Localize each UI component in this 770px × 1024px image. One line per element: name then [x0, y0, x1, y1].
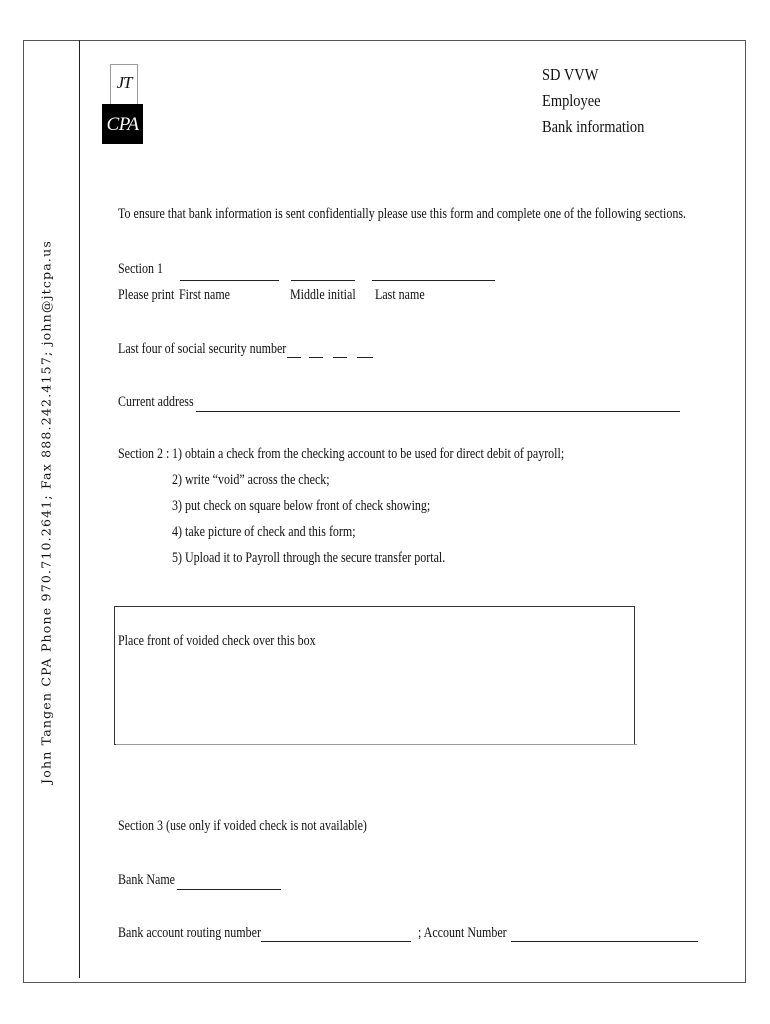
middle-initial-label: Middle initial: [290, 287, 356, 303]
please-print-label: Please print: [118, 287, 175, 303]
jtcpa-logo: [102, 64, 143, 144]
logo-monogram: JT: [110, 64, 138, 104]
ssn-digit-2[interactable]: [309, 357, 323, 358]
check-box-label: Place front of voided check over this box: [118, 633, 316, 649]
bank-name-label: Bank Name: [118, 872, 175, 888]
side-rule: [79, 40, 80, 978]
section1-label: Section 1: [118, 261, 163, 277]
ssn-digit-1[interactable]: [287, 357, 301, 358]
address-field[interactable]: [196, 411, 680, 412]
section3-label: Section 3 (use only if voided check is not available): [118, 818, 367, 834]
ssn-digit-3[interactable]: [333, 357, 347, 358]
middle-initial-field[interactable]: [291, 280, 355, 281]
account-number-label: ; Account Number: [418, 925, 507, 941]
step-5: 5) Upload it to Payroll through the secure transfer portal.: [172, 550, 446, 566]
header-audience: Employee: [542, 91, 601, 110]
step-1: 1) obtain a check from the checking account to be used for direct debit of payroll;: [172, 446, 565, 462]
routing-number-field[interactable]: [261, 941, 411, 942]
last-name-field[interactable]: [372, 280, 495, 281]
header-client: SD VVW: [542, 65, 599, 84]
header-form-title: Bank information: [542, 117, 645, 136]
first-name-field[interactable]: [180, 280, 279, 281]
intro-text: To ensure that bank information is sent confidentially please use this form and complete one of the following sections.: [118, 206, 687, 222]
routing-number-label: Bank account routing number: [118, 925, 261, 941]
logo-wordmark: CPA: [102, 104, 143, 144]
ssn-label: Last four of social security number: [118, 341, 287, 357]
bank-name-field[interactable]: [177, 889, 281, 890]
last-name-label: Last name: [375, 287, 425, 303]
step-4: 4) take picture of check and this form;: [172, 524, 356, 540]
account-number-field[interactable]: [511, 941, 698, 942]
first-name-label: First name: [179, 287, 230, 303]
section2-label: Section 2 :: [118, 446, 170, 462]
side-contact-banner: John Tangen CPA Phone 970.710.2641; Fax 888.242.4157; john@jtcpa.us: [38, 240, 54, 784]
ssn-digit-4[interactable]: [357, 357, 373, 358]
voided-check-box[interactable]: [114, 606, 635, 745]
step-2: 2) write “void” across the check;: [172, 472, 330, 488]
step-3: 3) put check on square below front of check showing;: [172, 498, 431, 514]
address-label: Current address: [118, 394, 194, 410]
form-header: [542, 62, 662, 140]
check-box-shadow: [116, 744, 637, 745]
